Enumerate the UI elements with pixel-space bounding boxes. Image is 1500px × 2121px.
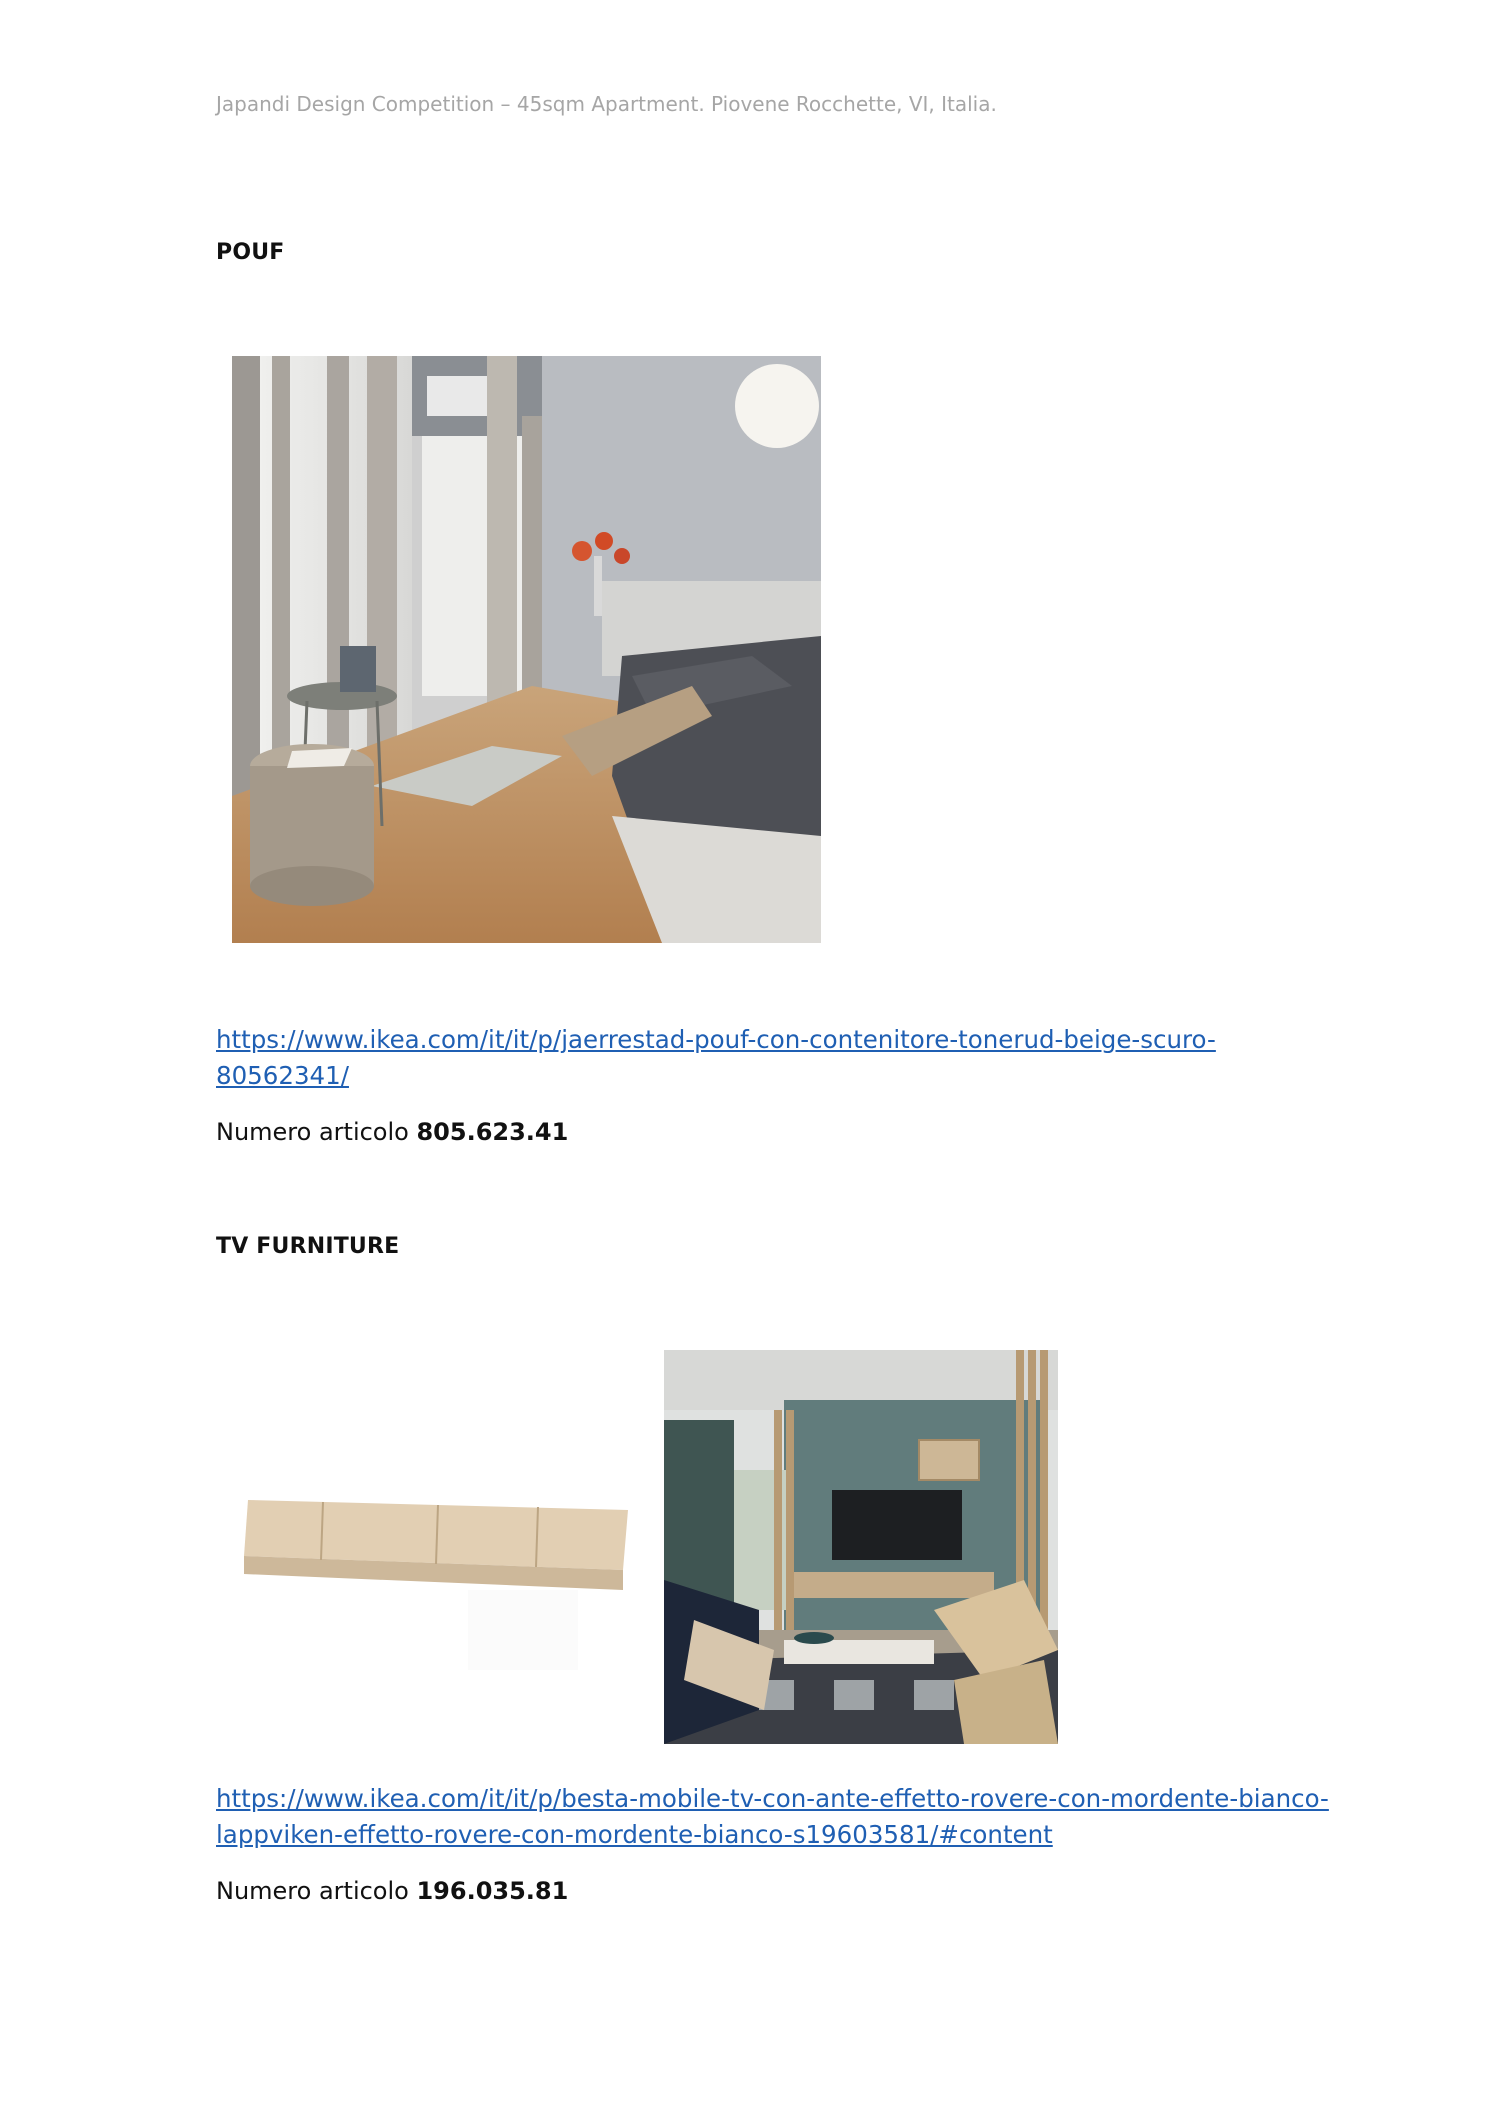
tv-furniture-product-link[interactable] (216, 1781, 1329, 1853)
article-value: 196.035.81 (416, 1877, 569, 1905)
pouf-link-line-2[interactable]: 80562341/ (216, 1061, 349, 1090)
tv-room-photo (664, 1350, 1058, 1744)
tv-furniture-article-number (216, 1877, 568, 1905)
section-title-tv-furniture: TV FURNITURE (216, 1234, 400, 1259)
tv-bench-product-photo (238, 1490, 630, 1670)
tv-link-line-2[interactable]: lappviken-effetto-rovere-con-mordente-bianco-s19603581/#content (216, 1820, 1053, 1849)
bedroom-pouf-photo (232, 356, 821, 943)
section-title-pouf: POUF (216, 240, 285, 265)
article-label: Numero articolo (216, 1118, 409, 1146)
article-label: Numero articolo (216, 1877, 409, 1905)
pouf-link-line-1[interactable]: https://www.ikea.com/it/it/p/jaerrestad-pouf-con-contenitore-tonerud-beige-scuro- (216, 1025, 1216, 1054)
pouf-article-number (216, 1118, 568, 1146)
article-value: 805.623.41 (416, 1118, 569, 1146)
tv-link-line-1[interactable]: https://www.ikea.com/it/it/p/besta-mobile-tv-con-ante-effetto-rovere-con-mordente-bianco- (216, 1784, 1329, 1813)
pouf-product-link[interactable] (216, 1022, 1316, 1094)
page-header: Japandi Design Competition – 45sqm Apartment. Piovene Rocchette, VI, Italia. (216, 92, 997, 116)
